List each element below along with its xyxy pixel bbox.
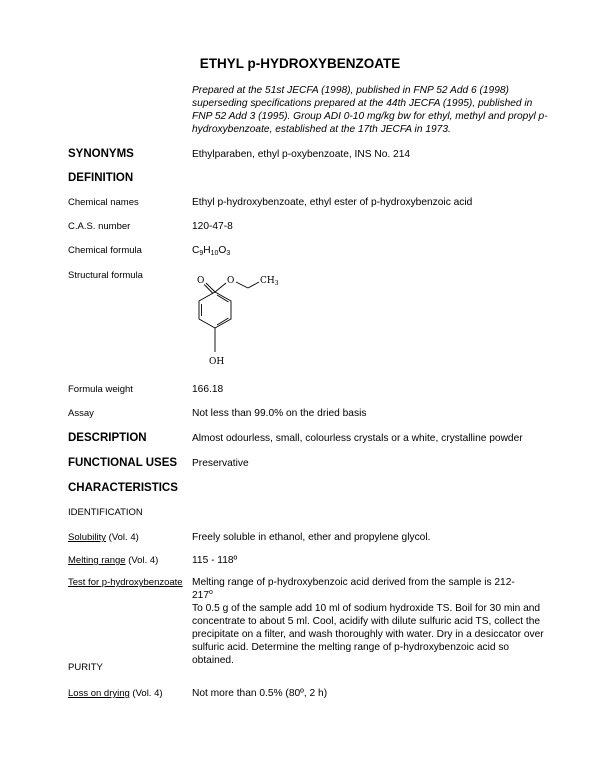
carbonyl-oxygen-label: O (197, 276, 205, 286)
identification-heading: IDENTIFICATION (68, 507, 143, 518)
chemical-names-value: Ethyl p-hydroxybenzoate, ethyl ester of p-hydroxybenzoic acid (192, 197, 473, 208)
definition-heading: DEFINITION (68, 172, 134, 184)
purity-heading: PURITY (68, 662, 103, 673)
characteristics-heading: CHARACTERISTICS (68, 482, 178, 494)
chemical-formula-label: Chemical formula (68, 245, 142, 256)
formula-weight-label: Formula weight (68, 384, 133, 395)
prepared-note: Prepared at the 51st JECFA (1998), published in FNP 52 Add 6 (1998) superseding specifications prepared at the 44th JECFA (1995), published in FNP 52 Add 3 (1995). Group ADI 0-10 mg/kg bw for ethyl, methyl and propyl p-hydroxybenzoate, established at the 17th JECFA in 1973. (192, 85, 548, 135)
test-melting-line-2: 217$^o$ (192, 589, 213, 601)
synonyms-value: Ethylparaben, ethyl p-oxybenzoate, INS No. 214 (192, 149, 411, 160)
loss-on-drying-link[interactable]: Loss on drying (68, 688, 130, 699)
structural-formula-diagram (186, 272, 296, 372)
cas-number-value: 120-47-8 (192, 221, 233, 232)
structural-formula-label: Structural formula (68, 270, 143, 281)
functional-uses-value: Preservative (192, 458, 249, 469)
test-melting-line: Melting range of p-hydroxybenzoic acid derived from the sample is 212- (192, 577, 515, 588)
test-procedure-paragraph: To 0.5 g of the sample add 10 ml of sodium hydroxide TS. Boil for 30 min and concentrate to about 5 ml. Cool, acidify with dilute sulfuric acid TS, collect the precipitate on a filter, and wash thoroughly with water. Dry in a desiccator over sulfuric acid. Determine the melting range of p-hydroxybenzoic acid so obtained. (192, 603, 544, 666)
loss-on-drying-value: Not more than 0.5% (80º, 2 h) (192, 688, 328, 699)
document-title: ETHYL p-HYDROXYBENZOATE (199, 56, 401, 71)
benzene-ring (199, 292, 231, 328)
cas-number-label: C.A.S. number (68, 221, 131, 232)
description-heading: DESCRIPTION (68, 432, 147, 444)
melting-range-link[interactable]: Melting range (68, 555, 126, 566)
loss-on-drying-label: Loss on drying (Vol. 4) (68, 688, 163, 699)
solubility-value: Freely soluble in ethanol, ether and propylene glycol. (192, 532, 431, 543)
assay-label: Assay (68, 408, 94, 419)
hydroxyl-label: OH (209, 357, 225, 367)
test-p-hydroxybenzoate-label (68, 577, 183, 588)
solubility-label: Solubility (Vol. 4) (68, 532, 139, 543)
melting-range-value: 115 - 118º (192, 555, 238, 566)
test-p-hydroxybenzoate-value (192, 576, 552, 667)
melting-range-label: Melting range (Vol. 4) (68, 555, 159, 566)
functional-uses-heading: FUNCTIONAL USES (68, 457, 178, 469)
test-p-hydroxybenzoate-link[interactable]: Test for p-hydroxybenzoate (68, 577, 183, 588)
ester-bonds (204, 282, 259, 352)
assay-value: Not less than 99.0% on the dried basis (192, 408, 367, 419)
ester-oxygen-label: O (227, 276, 235, 286)
formula-weight-value: 166.18 (192, 384, 224, 395)
chemical-names-label: Chemical names (68, 197, 139, 208)
chemical-formula-value: $C_9H_{10}O_3$ (192, 245, 231, 257)
description-value: Almost odourless, small, colourless crystals or a white, crystalline powder (192, 433, 523, 444)
synonyms-heading: SYNONYMS (68, 148, 134, 160)
methyl-label: $CH_3$ (260, 276, 279, 287)
solubility-link[interactable]: Solubility (68, 532, 107, 543)
